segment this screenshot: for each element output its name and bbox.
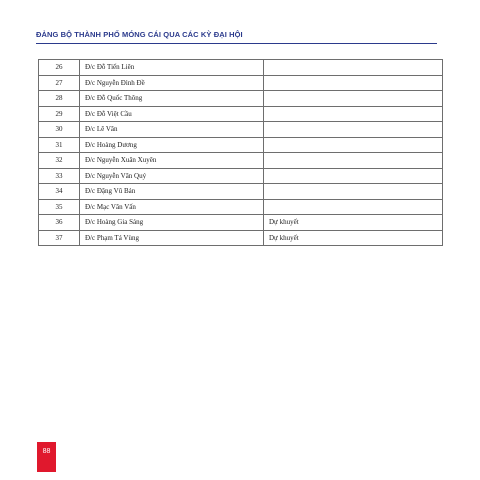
page-number-badge — [37, 442, 56, 472]
row-number: 33 — [39, 168, 80, 184]
member-note — [264, 168, 443, 184]
table-row — [39, 199, 443, 215]
member-name: Đ/c Mạc Văn Vấn — [80, 199, 264, 215]
table-row — [39, 60, 443, 76]
member-note — [264, 91, 443, 107]
running-header: ĐẢNG BỘ THÀNH PHỐ MÓNG CÁI QUA CÁC KỲ ĐẠI HỘI — [36, 30, 243, 39]
member-name: Đ/c Hoàng Dương — [80, 137, 264, 153]
member-name: Đ/c Nguyễn Văn Quý — [80, 168, 264, 184]
row-number: 26 — [39, 60, 80, 76]
member-note — [264, 153, 443, 169]
row-number: 31 — [39, 137, 80, 153]
row-number: 32 — [39, 153, 80, 169]
members-table — [38, 59, 443, 246]
row-number: 30 — [39, 122, 80, 138]
row-number: 37 — [39, 230, 80, 246]
row-number: 35 — [39, 199, 80, 215]
members-table-body — [39, 60, 443, 246]
member-name: Đ/c Đỗ Việt Cầu — [80, 106, 264, 122]
row-number: 29 — [39, 106, 80, 122]
member-note — [264, 184, 443, 200]
member-name: Đ/c Nguyễn Xuân Xuyên — [80, 153, 264, 169]
table-row — [39, 75, 443, 91]
table-row — [39, 153, 443, 169]
member-note — [264, 106, 443, 122]
member-name: Đ/c Đỗ Quốc Thông — [80, 91, 264, 107]
member-note — [264, 137, 443, 153]
table-row — [39, 91, 443, 107]
member-note — [264, 122, 443, 138]
member-note — [264, 199, 443, 215]
table-row — [39, 168, 443, 184]
member-name: Đ/c Đỗ Tiến Liên — [80, 60, 264, 76]
member-name: Đ/c Lê Văn — [80, 122, 264, 138]
member-name: Đ/c Nguyễn Đình Đề — [80, 75, 264, 91]
table-row — [39, 106, 443, 122]
table-row — [39, 184, 443, 200]
row-number: 28 — [39, 91, 80, 107]
member-note: Dự khuyết — [264, 230, 443, 246]
page-number: 88 — [42, 448, 51, 455]
header-rule — [36, 43, 437, 44]
table-row — [39, 215, 443, 231]
row-number: 27 — [39, 75, 80, 91]
member-note — [264, 75, 443, 91]
row-number: 34 — [39, 184, 80, 200]
member-name: Đ/c Hoàng Gia Sảng — [80, 215, 264, 231]
table-row — [39, 137, 443, 153]
member-note — [264, 60, 443, 76]
table-row — [39, 122, 443, 138]
member-name: Đ/c Đặng Vũ Bản — [80, 184, 264, 200]
member-note: Dự khuyết — [264, 215, 443, 231]
table-row — [39, 230, 443, 246]
member-name: Đ/c Phạm Tá Vùng — [80, 230, 264, 246]
row-number: 36 — [39, 215, 80, 231]
